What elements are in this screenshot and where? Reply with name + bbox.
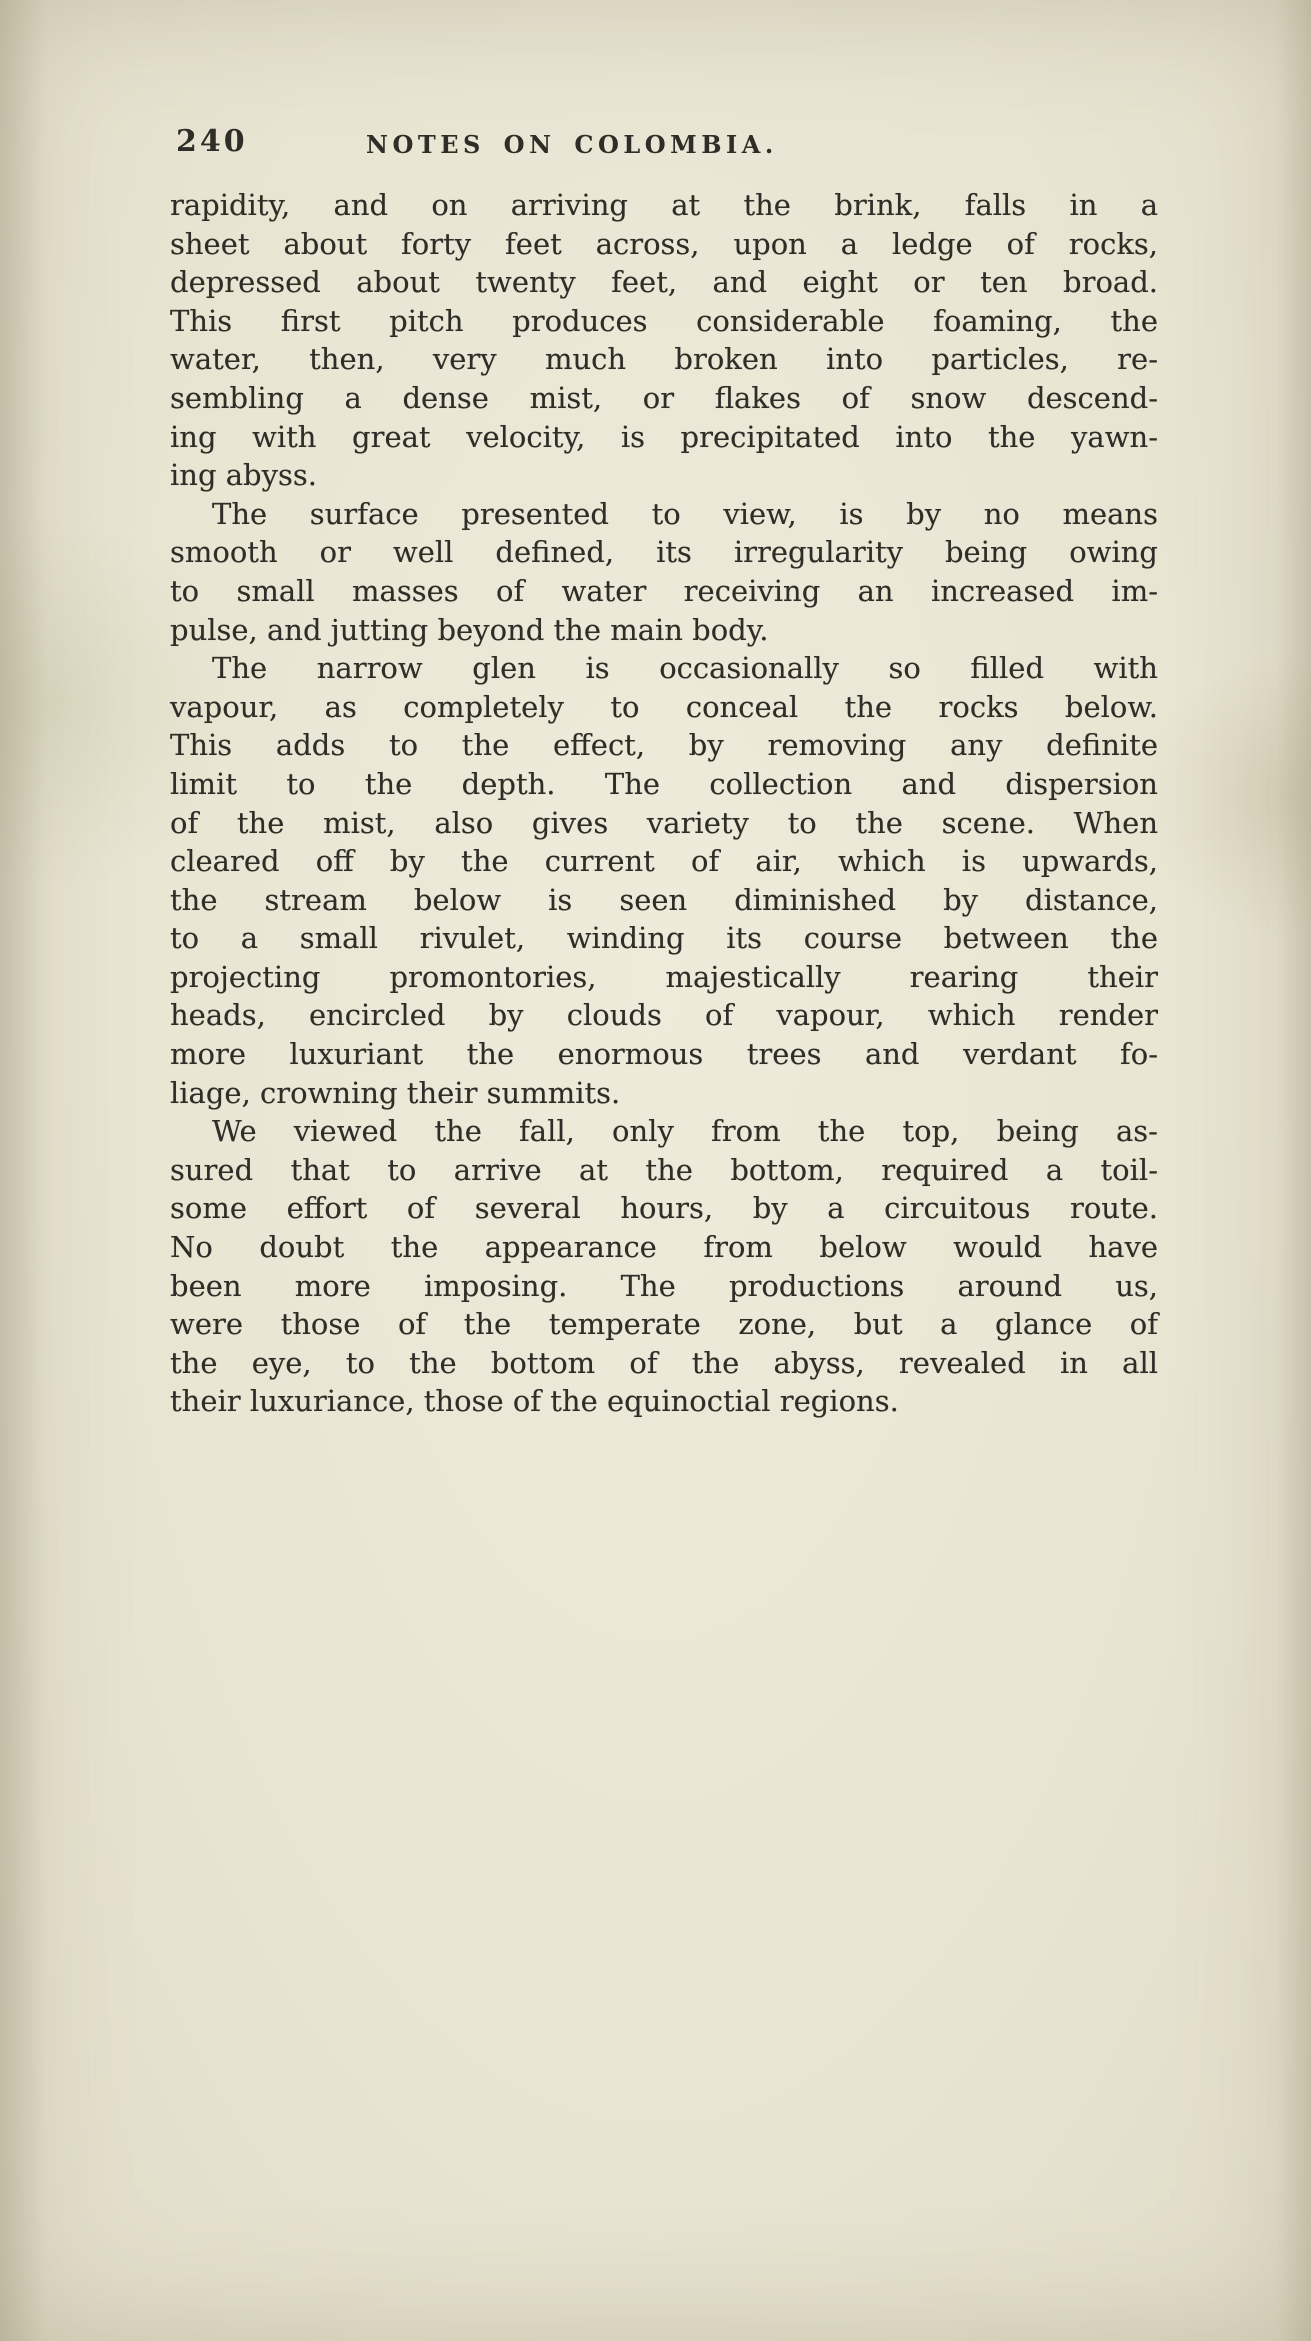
text-line: projecting promontories, majestically rearing their (170, 959, 1158, 994)
text-line: liage, crowning their summits. (170, 1075, 621, 1110)
text-line: rapidity, and on arriving at the brink, falls in a (170, 188, 1158, 222)
text-line: ing abyss. (170, 458, 317, 493)
text-line: pulse, and jutting beyond the main body. (170, 612, 769, 647)
text-line: The narrow glen is occasionally so filled with (212, 651, 1158, 686)
text-line: heads, encircled by clouds of vapour, which render (170, 998, 1158, 1033)
paragraph (170, 1112, 1158, 1421)
text-line: This first pitch produces considerable foaming, the (170, 303, 1158, 338)
text-line: been more imposing. The productions around us, (170, 1268, 1158, 1303)
text-line: The surface presented to view, is by no means (212, 496, 1158, 531)
text-line: sheet about forty feet across, upon a ledge of rocks, (170, 226, 1158, 261)
text-line: depressed about twenty feet, and eight or ten broad. (170, 265, 1158, 300)
paragraph (170, 495, 1158, 649)
text-line: sured that to arrive at the bottom, required a toil- (170, 1152, 1158, 1187)
text-line: sembling a dense mist, or flakes of snow descend- (170, 380, 1158, 415)
text-line: cleared off by the current of air, which is upwards, (170, 844, 1158, 879)
text-line: We viewed the fall, only from the top, being as- (212, 1114, 1158, 1149)
page-number: 240 (176, 124, 248, 159)
text-line: more luxuriant the enormous trees and verdant fo- (170, 1037, 1158, 1072)
paragraph (170, 186, 1158, 495)
text-line: to small masses of water receiving an increased im- (170, 573, 1158, 608)
running-header: NOTES ON COLOMBIA. (366, 130, 778, 159)
text-line: the eye, to the bottom of the abyss, revealed in all (170, 1345, 1158, 1380)
paragraph (170, 649, 1158, 1112)
text-line: ing with great velocity, is precipitated into the yawn- (170, 419, 1158, 454)
text-line: their luxuriance, those of the equinoctial regions. (170, 1384, 899, 1419)
text-line: No doubt the appearance from below would have (170, 1230, 1158, 1265)
text-line: the stream below is seen diminished by distance, (170, 882, 1158, 917)
text-line: This adds to the effect, by removing any definite (170, 728, 1158, 763)
text-line: smooth or well defined, its irregularity being owing (170, 535, 1158, 570)
text-line: some effort of several hours, by a circuitous route. (170, 1191, 1158, 1226)
text-block (170, 186, 1158, 1421)
text-line: of the mist, also gives variety to the scene. When (170, 805, 1158, 840)
text-line: were those of the temperate zone, but a glance of (170, 1307, 1158, 1342)
text-line: limit to the depth. The collection and dispersion (170, 766, 1158, 801)
text-line: to a small rivulet, winding its course between the (170, 921, 1158, 956)
text-line: vapour, as completely to conceal the rocks below. (170, 689, 1158, 724)
text-line: water, then, very much broken into particles, re- (170, 342, 1158, 377)
